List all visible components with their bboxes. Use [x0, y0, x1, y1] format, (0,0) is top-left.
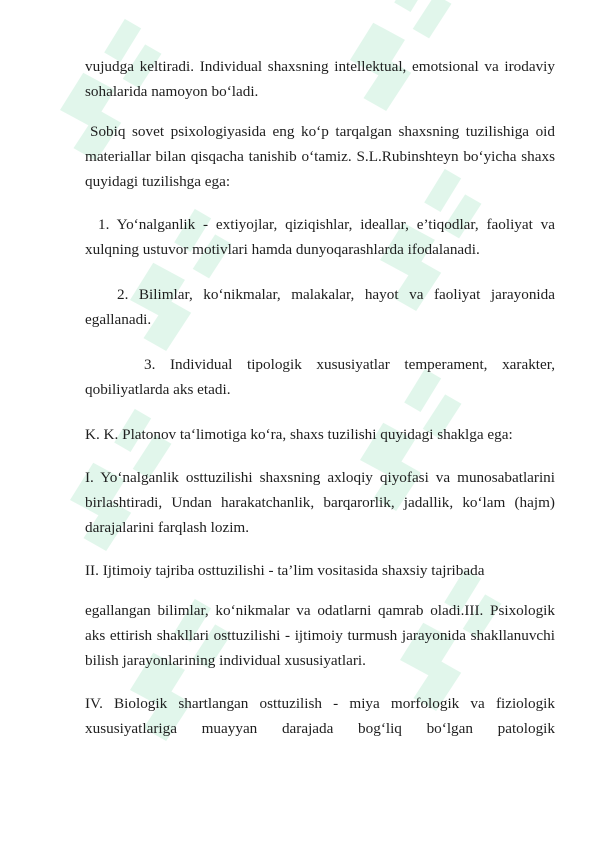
paragraph-3: 1. Yo‘nalganlik - extiyojlar, qiziqishlar, ideallar, e’tiqodlar, faoliyat va xulqning ustuvor motivlari hamda dunyoqarashlarda ifodalanadi.: [85, 216, 555, 258]
paragraph-7: I. Yo‘nalganlik osttuzilishi shaxsning axloqiy qiyofasi va munosabatlarini birlashtiradi, Undan harakatchanlik, barqarorlik, jadallik, ko‘lam (hajm) darajalarini farqlash lozim.: [85, 469, 555, 536]
paragraph-8: II. Ijtimoiy tajriba osttuzilishi - ta’lim vositasida shaxsiy tajribada: [85, 562, 485, 579]
paragraph-10: IV. Biologik shartlangan osttuzilish - miya morfologik va fiziologik xususiyatlariga muayyan darajada bog‘liq bo‘lgan patologik: [85, 695, 555, 737]
paragraph-2: Sobiq sovet psixologiyasida eng ko‘p tarqalgan shaxsning tuzilishiga oid materiallar bilan qisqacha tanishib o‘tamiz. S.L.Rubinshteyn bo‘yicha shaxs quyidagi tuzilishga ega:: [85, 123, 555, 190]
paragraph-5: 3. Individual tipologik xususiyatlar temperament, xarakter, qobiliyatlarda aks etadi.: [85, 356, 555, 398]
document-body: [85, 54, 555, 741]
paragraph-6: K. K. Platonov ta‘limotiga ko‘ra, shaxs tuzilishi quyidagi shaklga ega:: [85, 426, 513, 443]
paragraph-9: egallangan bilimlar, ko‘nikmalar va odatlarni qamrab oladi.III. Psixologik aks ettirish shakllari osttuzilishi - ijtimoiy turmush jarayonida shakllanuvchi bilish jarayonlarining individual xususiyatlari.: [85, 602, 555, 669]
paragraph-4: 2. Bilimlar, ko‘nikmalar, malakalar, hayot va faoliyat jarayonida egallanadi.: [85, 286, 555, 328]
paragraph-1: vujudga keltiradi. Individual shaxsning intellektual, emotsional va irodaviy sohalarida namoyon bo‘ladi.: [85, 58, 555, 100]
